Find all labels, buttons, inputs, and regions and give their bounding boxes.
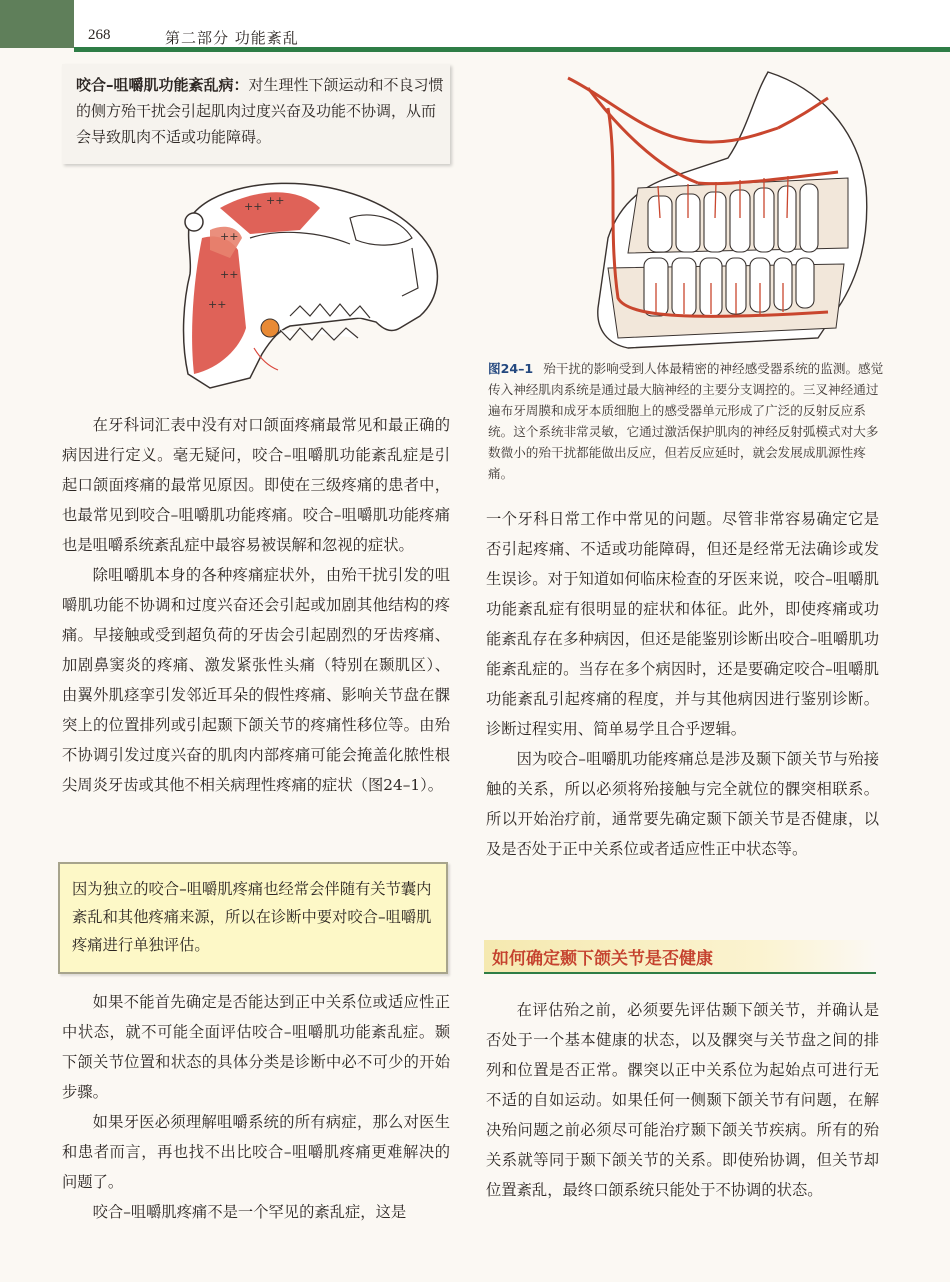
figure-caption: [488, 358, 886, 484]
condyle-joint: [185, 213, 203, 231]
paragraph: 除咀嚼肌本身的各种疼痛症状外，由殆干扰引发的咀嚼肌功能不协调和过度兴奋还会引起或加剧其他结构的疼痛。早接触或受到超负荷的牙齿会引起剧烈的牙齿疼痛、加剧鼻窦炎的疼痛、激发紧张性头痛（特别在颞肌区）、由翼外肌痉挛引发邻近耳朵的假性疼痛、影响关节盘在髁突上的位置排列或引起颞下颌关节的疼痛性移位等。由殆不协调引发过度兴奋的肌肉内部疼痛可能会掩盖化脓性根尖周炎牙齿或其他不相关病理性疼痛的症状（图24–1）。: [62, 566, 450, 794]
hyperactivity-marks-5: ++: [208, 298, 227, 311]
paragraph: 如果不能首先确定是否能达到正中关系位或适应性正中状态，就不可能全面评估咬合–咀嚼肌功能紊乱症。颞下颌关节位置和状态的具体分类是诊断中必不可少的开始步骤。: [62, 993, 450, 1101]
hyperactivity-marks-3: ++: [220, 230, 239, 243]
figure-label: 图24–1: [488, 361, 534, 376]
definition-term: 咬合–咀嚼肌功能紊乱病：: [76, 76, 249, 94]
section-heading: [484, 940, 876, 974]
page-header: [0, 0, 950, 48]
paragraph: 咬合–咀嚼肌疼痛不是一个罕见的紊乱症，这是: [92, 1203, 407, 1221]
interference-tooth: [261, 319, 279, 337]
left-column-text-1: [62, 410, 450, 800]
page-number: 268: [88, 27, 111, 43]
section-title: 第二部分 功能紊乱: [165, 29, 299, 47]
skull-muscle-illustration: [150, 178, 460, 400]
right-column-text-2: [486, 995, 879, 1205]
lower-teeth: [280, 328, 358, 340]
paragraph: 因为咬合–咀嚼肌功能疼痛总是涉及颞下颌关节与殆接触的关系，所以必须将殆接触与完全就位的髁突相联系。所以开始治疗前，通常要先确定颞下颌关节是否健康，以及是否处于正中关系位或者适应性正中状态等。: [486, 750, 879, 858]
definition-text: 对生理性下颌运动和不良习惯的侧方殆干扰会引起肌肉过度兴奋及功能不协调，从而会导致肌肉不适或功能障碍。: [76, 76, 444, 146]
hyperactivity-marks-1: ++: [244, 200, 263, 213]
definition-box: [62, 64, 450, 164]
paragraph: 在评估殆之前，必须要先评估颞下颌关节，并确认是否处于一个基本健康的状态，以及髁突与关节盘之间的排列和位置是否正常。髁突以正中关系位为起始点可进行无不适的自如运动。如果任何一侧颞下颌关节有问题，在解决殆问题之前必须尽可能治疗颞下颌关节疾病。所有的殆关系就等同于颞下颌关节的关系。即使殆协调，但关节却位置紊乱，最终口颌系统只能处于不协调的状态。: [486, 1001, 879, 1199]
paragraph: 在牙科词汇表中没有对口颌面疼痛最常见和最正确的病因进行定义。毫无疑问，咬合–咀嚼肌功能紊乱症是引起口颌面疼痛的最常见原因。即使在三级疼痛的患者中，也最常见到咬合–咀嚼肌功能疼痛。咬合–咀嚼肌功能疼痛也是咀嚼系统紊乱症中最容易被误解和忽视的症状。: [62, 416, 450, 554]
figure-caption-text: 殆干扰的影响受到人体最精密的神经感受器系统的监测。感觉传入神经肌肉系统是通过最大脑神经的主要分支调控的。三叉神经通过遍布牙周膜和成牙本质细胞上的感受器单元形成了广泛的反射反应系统。这个系统非常灵敏，它通过激活保护肌肉的神经反射弧模式对大多数微小的殆干扰都能做出反应，但若反应延时，就会发展成肌源性疼痛。: [488, 361, 884, 481]
paragraph: 一个牙科日常工作中常见的问题。尽管非常容易确定它是否引起疼痛、不适或功能障碍，但还是经常无法确诊或发生误诊。对于知道如何临床检查的牙医来说，咬合–咀嚼肌功能紊乱症有很明显的症状和体征。此外，即使疼痛或功能紊乱存在多种病因，但还是能鉴别诊断出咬合–咀嚼肌功能紊乱症的。当存在多个病因时，还是要确定咬合–咀嚼肌功能紊乱引起疼痛的程度，并与其他病因进行鉴别诊断。诊断过程实用、简单易学且合乎逻辑。: [486, 510, 879, 738]
header-color-tab: [0, 0, 74, 48]
paragraph: 如果牙医必须理解咀嚼系统的所有病症，那么对医生和患者而言，再也找不出比咬合–咀嚼肌疼痛更难解决的问题了。: [62, 1113, 450, 1191]
section-heading-text: 如何确定颞下颌关节是否健康: [492, 949, 713, 969]
key-point-box: [58, 862, 448, 974]
right-column-text-1: [486, 504, 879, 864]
left-column-text-2: [62, 987, 450, 1227]
hyperactivity-marks-2: ++: [266, 194, 285, 207]
key-point-text: 因为独立的咬合–咀嚼肌疼痛也经常会伴随有关节囊内紊乱和其他疼痛来源，所以在诊断中要对咬合–咀嚼肌疼痛进行单独评估。: [72, 880, 432, 954]
hyperactivity-marks-4: ++: [220, 268, 239, 281]
trigeminal-nerve-illustration: [548, 68, 878, 358]
